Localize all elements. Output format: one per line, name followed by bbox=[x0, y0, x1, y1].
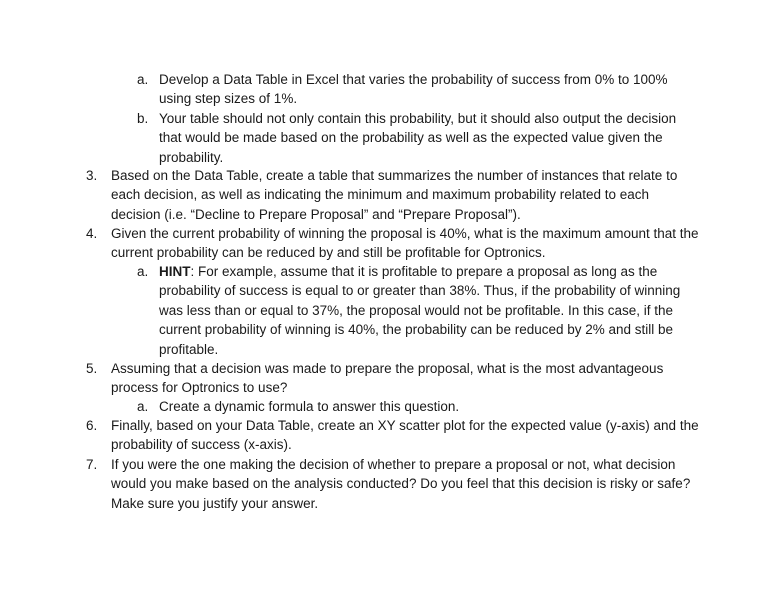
list-item-text: Develop a Data Table in Excel that varies the probability of success from 0% to 100% using step sizes of 1%. bbox=[159, 72, 668, 107]
list-item-text bbox=[159, 262, 699, 359]
list-marker: 3. bbox=[86, 168, 98, 183]
hint-label: HINT bbox=[159, 264, 191, 279]
list-marker: 7. bbox=[86, 457, 98, 472]
list-item-text: Given the current probability of winning the proposal is 40%, what is the maximum amount that the current probability can be reduced by and still be profitable for Optronics. bbox=[111, 226, 699, 261]
list-marker: 6. bbox=[86, 418, 98, 433]
list-item-text: Your table should not only contain this probability, but it should also output the decision that would be made based on the probability as well as the expected value given the probability. bbox=[159, 111, 677, 165]
list-marker: a. bbox=[137, 72, 149, 87]
list-item-text: Create a dynamic formula to answer this question. bbox=[159, 399, 460, 414]
hint-text: : For example, assume that it is profitable to prepare a proposal as long as the probability of success is equal to or greater than 38%. Thus, if the probability of winning was less than or equal to 37%, the proposal would not be profitable. In this case, if the current probability of winning is 40%, the probability can be reduced by 2% and still be profitable. bbox=[159, 264, 681, 357]
list-item-text: Finally, based on your Data Table, create an XY scatter plot for the expected value (y-axis) and the probability of success (x-axis). bbox=[111, 418, 699, 453]
list-item-text: Assuming that a decision was made to prepare the proposal, what is the most advantageous process for Optronics to use? bbox=[111, 361, 664, 396]
list-marker: b. bbox=[137, 111, 149, 126]
list-marker: 5. bbox=[86, 361, 98, 376]
list-marker: a. bbox=[137, 264, 149, 279]
list-marker: 4. bbox=[86, 226, 98, 241]
list-marker: a. bbox=[137, 399, 149, 414]
list-item-text: Based on the Data Table, create a table that summarizes the number of instances that relate to each decision, as well as indicating the minimum and maximum probability related to each decision (i.e. “Decline to Prepare Proposal” and “Prepare Proposal”). bbox=[111, 168, 678, 222]
list-item-text: If you were the one making the decision of whether to prepare a proposal or not, what decision would you make based on the analysis conducted? Do you feel that this decision is risky or safe? Make sure you justify your answer. bbox=[111, 457, 691, 511]
